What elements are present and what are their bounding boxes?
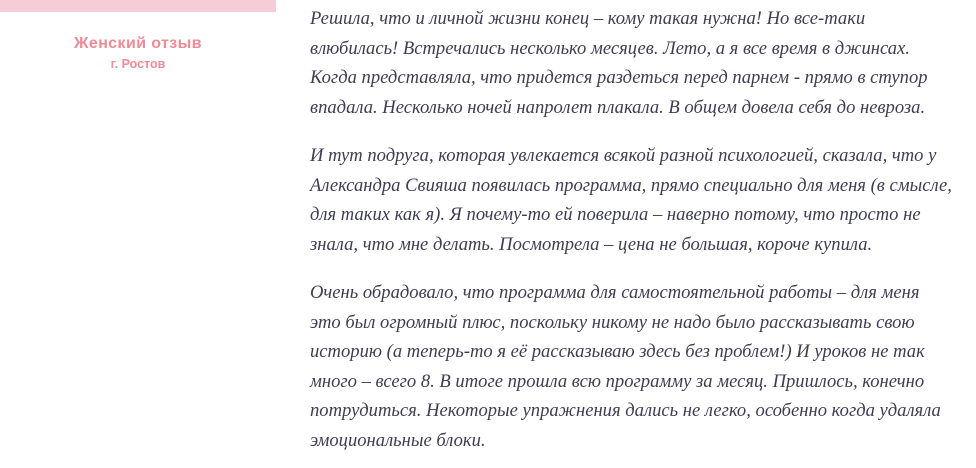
testimonial-text — [276, 0, 976, 468]
testimonial-paragraph: И тут подруга, которая увлекается всякой разной психологией, сказала, что у Александра Свияша появилась программа, прямо специально для меня (в смысле, для таких как я). Я почему-то ей поверила – наверно потому, что просто не знала, что мне делать. Посмотрела – цена не большая, короче купила. — [310, 145, 952, 255]
testimonial-sidebar — [0, 0, 276, 468]
testimonial-author-city: г. Ростов — [110, 57, 166, 71]
testimonial-paragraph: Очень обрадовало, что программа для самостоятельной работы – для меня это был огромный плюс, поскольку никому не надо было рассказывать свою историю (а теперь-то я её рассказываю здесь без проблем!) И уроков не так много – всего 8. В итоге прошла всю программу за месяц. Пришлось, конечно потрудиться. Некоторые упражнения дались не легко, особенно когда удаляла эмоциональные блоки. — [310, 282, 941, 451]
testimonial-author — [0, 34, 276, 72]
testimonial-paragraph: Решила, что и личной жизни конец – кому такая нужна! Но все-таки влюбилась! Встречались несколько месяцев. Лето, а я все время в джинсах. Когда представляла, что придется раздеться перед парнем - прямо в ступор впадала. Несколько ночей напролет плакала. В общем довела себя до невроза. — [310, 8, 928, 118]
accent-band — [0, 0, 276, 12]
testimonial-author-title: Женский отзыв — [74, 35, 202, 52]
